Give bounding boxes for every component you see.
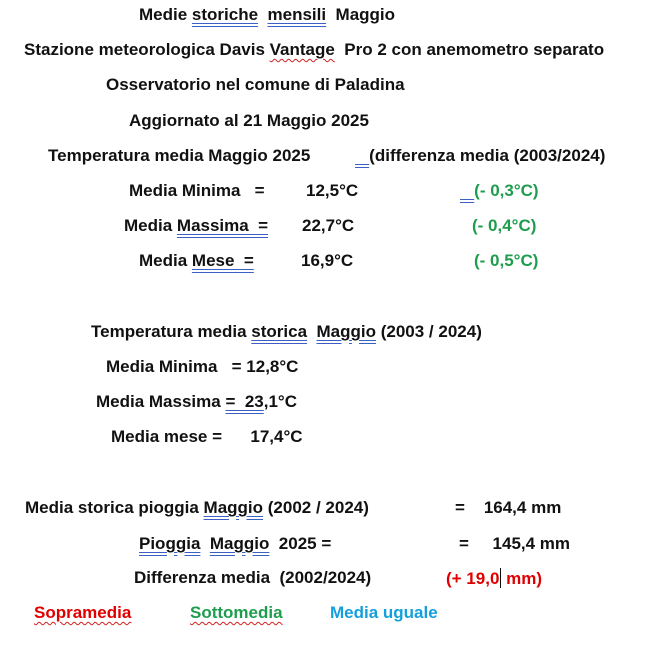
historical-max: Media Massima = 23,1°C xyxy=(96,392,298,411)
legend-above: Sopramedia xyxy=(34,603,132,622)
current-max-label: Media Massima = xyxy=(124,216,269,235)
historical-heading: Temperatura media storica Maggio (2003 / 2024) xyxy=(91,322,482,341)
title-mensili: mensili xyxy=(267,5,327,24)
current-mean-diff: (- 0,5°C) xyxy=(474,251,539,270)
current-min-value: 12,5°C xyxy=(306,181,359,200)
rain-diff-value: (+ 19,0 mm) xyxy=(446,569,543,588)
title-storiche: storiche xyxy=(191,5,259,24)
rain-current-label: Pioggia Maggio 2025 = xyxy=(139,534,332,553)
observatory-line: Osservatorio nel comune di Paladina xyxy=(106,75,405,94)
rain-diff-label: Differenza media (2002/2024) xyxy=(134,568,372,587)
station-vantage: Vantage xyxy=(269,40,335,59)
historical-mean: Media mese = 17,4°C xyxy=(111,427,303,446)
current-mean-label: Media Mese = xyxy=(139,251,254,270)
current-min-label: Media Minima = xyxy=(129,181,265,200)
rain-historical-label: Media storica pioggia Maggio (2002 / 2024) xyxy=(25,498,369,517)
rain-historical-value: = 164,4 mm xyxy=(455,498,562,517)
current-diff-heading: (differenza media (2003/2024) xyxy=(369,146,606,165)
current-max-value: 22,7°C xyxy=(302,216,355,235)
station-line: Stazione meteorologica Davis Vantage Pro 2 con anemometro separato xyxy=(24,40,605,59)
legend-below: Sottomedia xyxy=(190,603,283,622)
title: Medie storiche mensili Maggio xyxy=(139,5,396,24)
current-heading: Temperatura media Maggio 2025 xyxy=(48,146,311,165)
rain-current-value: = 145,4 mm xyxy=(459,534,571,553)
historical-min: Media Minima = 12,8°C xyxy=(106,357,299,376)
legend-equal: Media uguale xyxy=(330,603,438,622)
current-max-diff: (- 0,4°C) xyxy=(472,216,537,235)
current-mean-value: 16,9°C xyxy=(301,251,354,270)
updated-line: Aggiornato al 21 Maggio 2025 xyxy=(129,111,369,130)
current-min-diff: (- 0,3°C) xyxy=(474,181,539,200)
